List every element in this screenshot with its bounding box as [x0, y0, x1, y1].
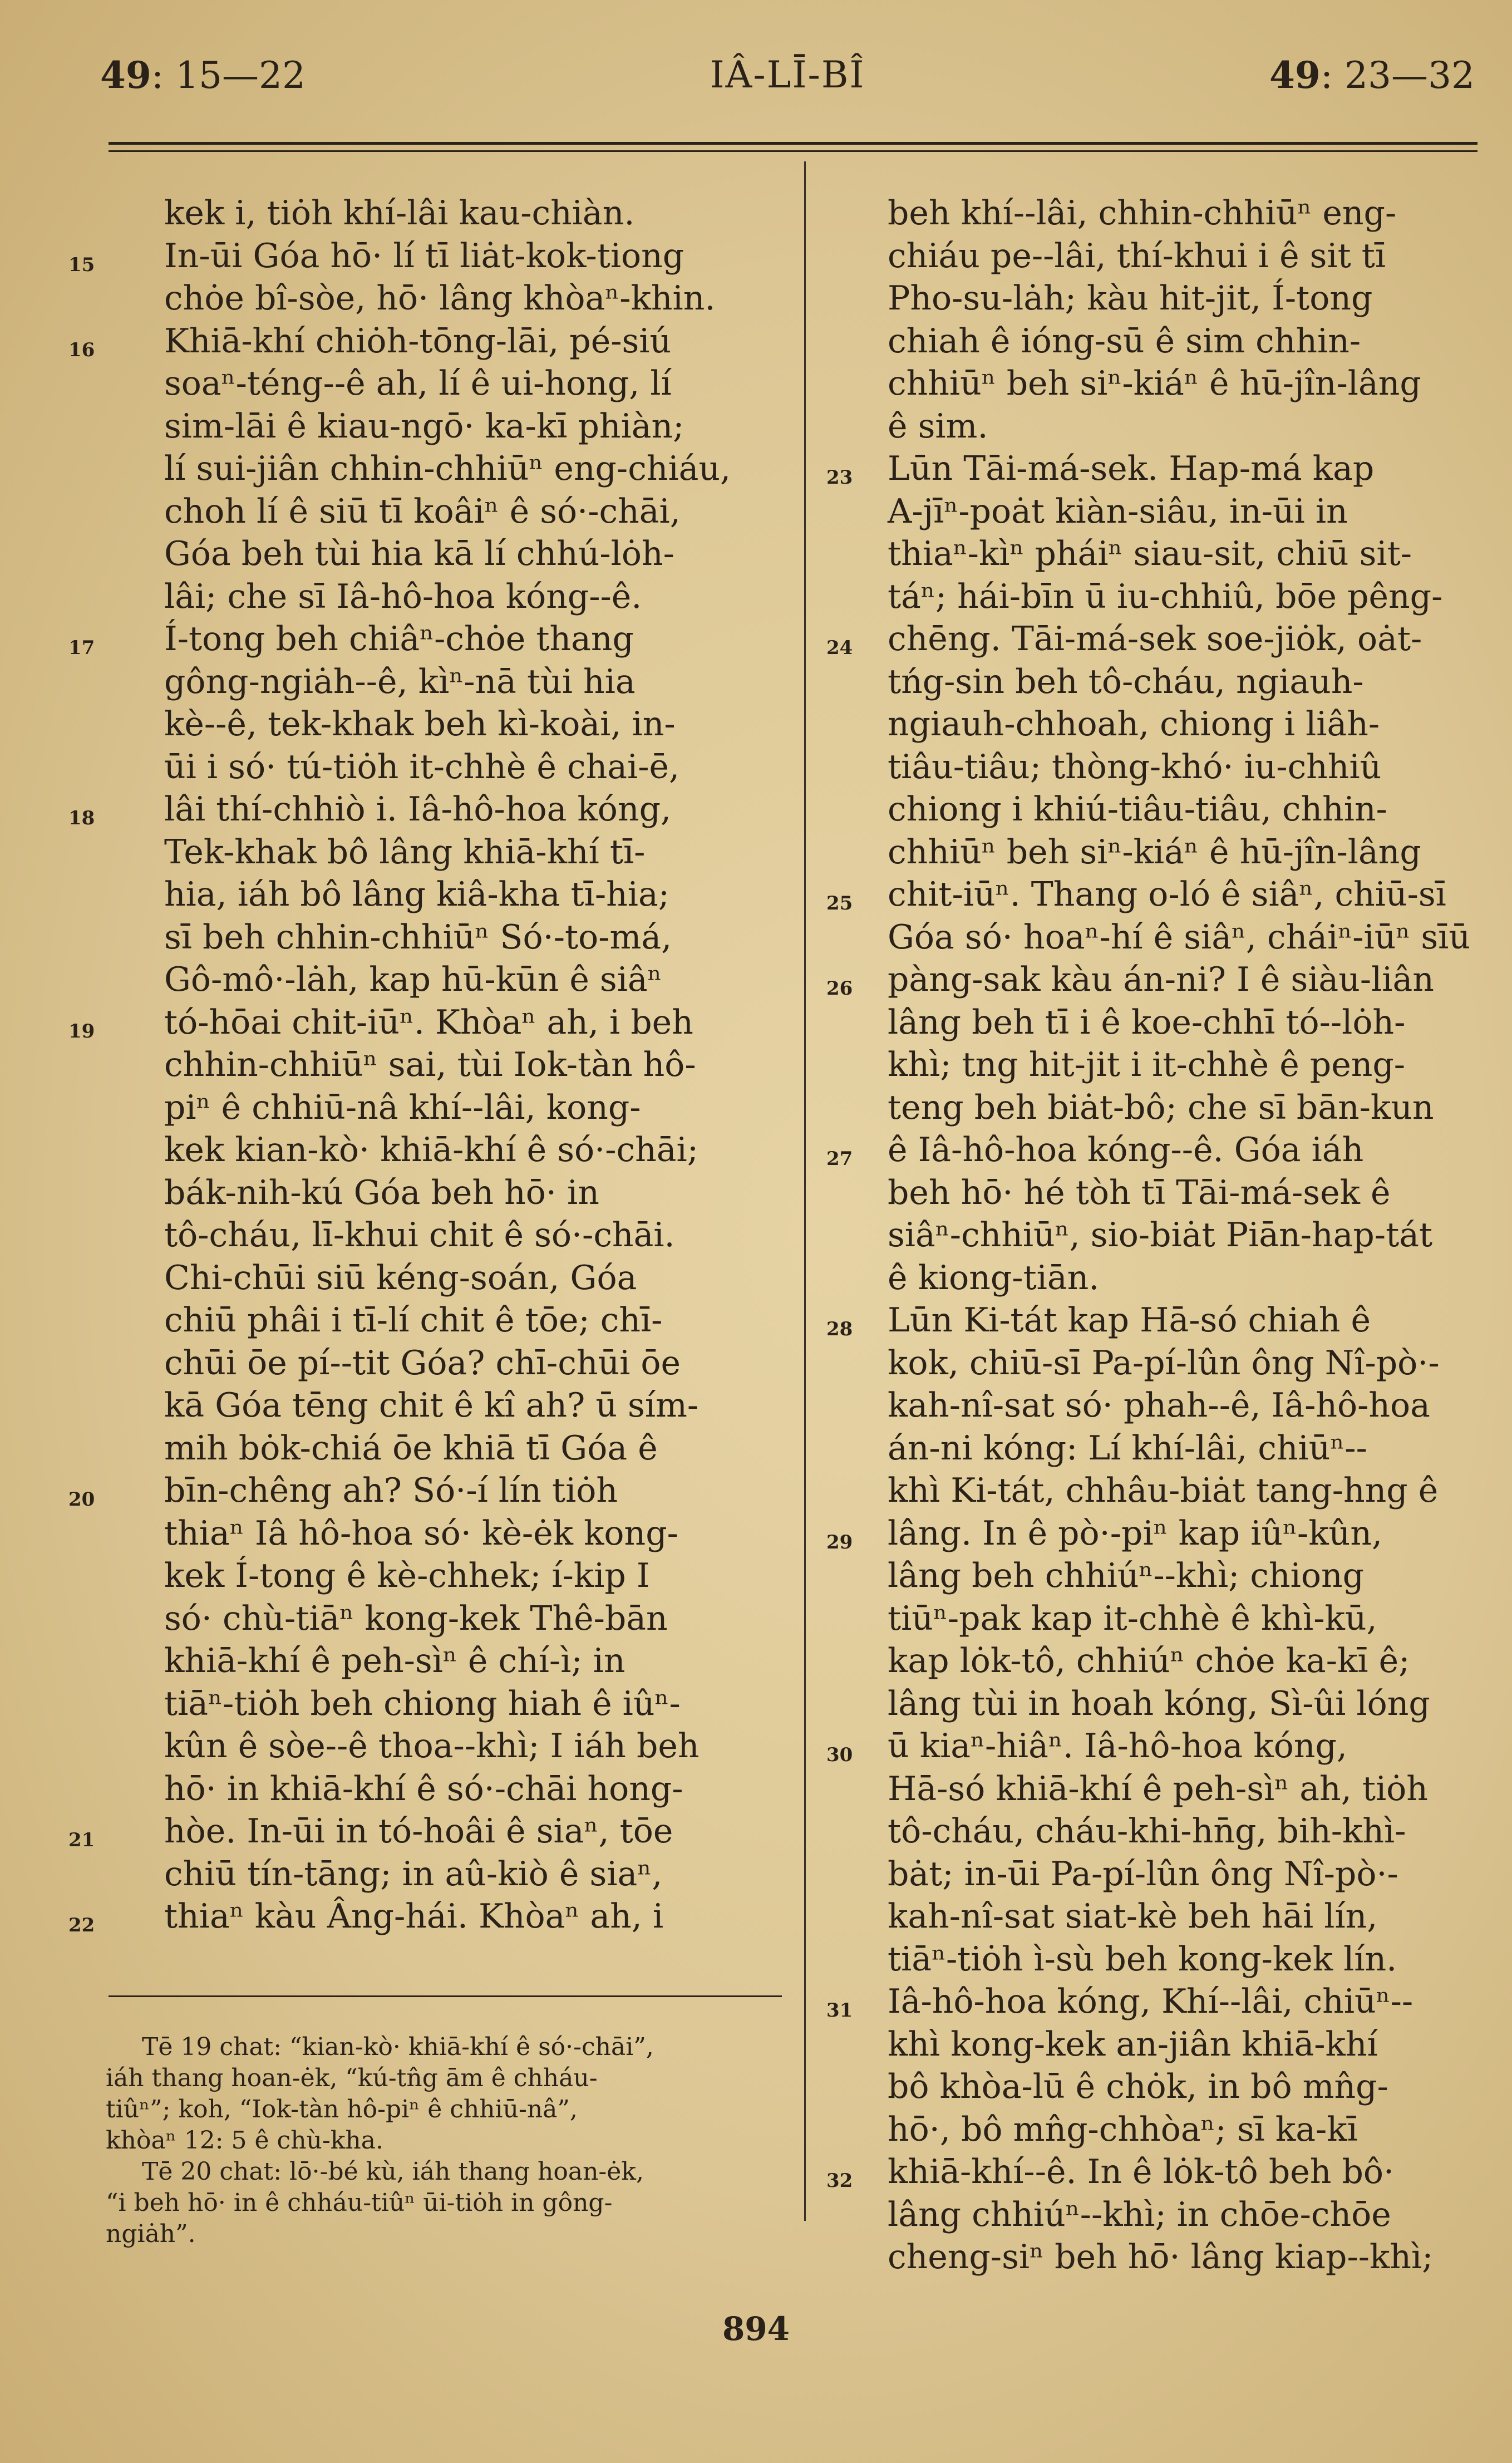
- text-line: [888, 1172, 1486, 1215]
- line-text: khì kong-kek an-jiân khiā-khí: [888, 2024, 1378, 2064]
- verse-number: 21: [68, 1829, 95, 1851]
- line-text: tiāⁿ-tiȯh ì-sù beh kong-kek lín.: [888, 1939, 1397, 1979]
- text-line: [164, 958, 785, 1001]
- text-line: [826, 873, 1486, 916]
- text-line: [888, 2108, 1486, 2151]
- left-column: [68, 192, 785, 1938]
- line-text: kah-nî-sat siat-kè beh hāi lín,: [888, 1897, 1378, 1936]
- text-line: [888, 1810, 1486, 1853]
- line-text: thiaⁿ-kìⁿ pháiⁿ siau-sit, chiū sit-: [888, 534, 1412, 573]
- line-text: Chi-chūi siū kéng-soán, Góa: [164, 1258, 637, 1297]
- text-line: [68, 788, 785, 831]
- line-text: choh lí ê siū tī koâiⁿ ê só·-chāi,: [164, 491, 681, 531]
- text-line: [888, 320, 1486, 363]
- line-text: lâng beh tī i ê koe-chhī tó--lȯh-: [888, 1002, 1406, 1042]
- line-text: Í-tong beh chiâⁿ-chȯe thang: [164, 620, 634, 658]
- text-line: [826, 1725, 1486, 1768]
- text-line: [888, 1001, 1486, 1044]
- line-text: chiū tín-tāng; in aû-kiò ê siaⁿ,: [164, 1854, 663, 1894]
- column-divider: [804, 161, 806, 2221]
- text-line: [164, 1683, 785, 1725]
- line-text: chiū phâi i tī-lí chit ê tōe; chī-: [164, 1301, 663, 1340]
- line-text: hòe. In-ūi in tó-hoâi ê siaⁿ, tōe: [164, 1812, 673, 1851]
- text-line: [888, 1555, 1486, 1597]
- verse-number: 29: [826, 1531, 853, 1553]
- text-line: [826, 1129, 1486, 1172]
- text-line: [164, 873, 785, 916]
- right-column: [826, 192, 1486, 2279]
- line-text: piⁿ ê chhiū-nâ khí--lâi, kong-: [164, 1088, 641, 1127]
- text-line: [164, 1512, 785, 1555]
- header-left-verses: : 15—22: [151, 54, 306, 97]
- text-line: [164, 192, 785, 235]
- text-line: [826, 448, 1486, 490]
- line-text: lâng. In ê pò·-piⁿ kap iûⁿ-kûn,: [888, 1513, 1383, 1553]
- line-text: chȯe bî-sòe, hō· lâng khòaⁿ-khin.: [164, 279, 716, 318]
- text-line: [164, 1555, 785, 1597]
- text-line: [888, 362, 1486, 405]
- line-text: chhiūⁿ beh siⁿ-kiáⁿ ê hū-jîn-lâng: [888, 832, 1421, 872]
- text-line: [164, 277, 785, 320]
- text-line: [68, 1469, 785, 1512]
- text-line: [68, 1895, 785, 1938]
- line-text: tó-hōai chit-iūⁿ. Khòaⁿ ah, i beh: [164, 1002, 693, 1042]
- line-text: ngiauh-chhoah, chiong i liâh-: [888, 705, 1380, 744]
- text-line: [164, 1129, 785, 1172]
- line-text: lâi; che sī Iâ-hô-hoa kóng--ê.: [164, 577, 642, 616]
- line-text: chhiūⁿ beh siⁿ-kiáⁿ ê hū-jîn-lâng: [888, 364, 1421, 403]
- line-text: A-jīⁿ-poȧt kiàn-siâu, in-ūi in: [888, 491, 1348, 531]
- text-line: [888, 1597, 1486, 1640]
- verse-number: 17: [68, 637, 95, 659]
- line-text: kè--ê, tek-khak beh kì-koài, in-: [164, 705, 676, 744]
- text-line: [888, 235, 1486, 278]
- footnote-line: tiûⁿ”; koh, “Iok-tàn hô-piⁿ ê chhiū-nâ”,: [106, 2095, 578, 2123]
- line-text: lâi thí-chhiò i. Iâ-hô-hoa kóng,: [164, 790, 672, 829]
- text-line: [164, 916, 785, 959]
- line-text: khiā-khí--ê. In ê lȯk-tô beh bô·: [888, 2152, 1395, 2191]
- line-text: Pho-su-lȧh; kàu hit-jit, Í-tong: [888, 279, 1373, 318]
- line-text: kā Góa tēng chit ê kî ah? ū sím-: [164, 1386, 699, 1425]
- footnote-line: iáh thang hoan-ėk, “kú-tn̂g ām ê chháu-: [106, 2064, 598, 2092]
- text-line: [888, 661, 1486, 704]
- line-text: ū kiaⁿ-hiâⁿ. Iâ-hô-hoa kóng,: [888, 1727, 1347, 1766]
- footnote-line: “i beh hō· in ê chháu-tiûⁿ ūi-tiȯh in gông-: [106, 2189, 613, 2217]
- text-line: [164, 490, 785, 533]
- footnote-line: ngiȧh”.: [106, 2220, 196, 2248]
- header-title: IÂ-LĪ-BÎ: [710, 53, 865, 96]
- verse-number: 22: [68, 1914, 95, 1936]
- line-text: hō·, bô mn̂g-chhòaⁿ; sī ka-kī: [888, 2110, 1358, 2149]
- text-line: [888, 1342, 1486, 1385]
- text-line: [888, 2066, 1486, 2108]
- line-text: khì; tng hit-jit i it-chhè ê peng-: [888, 1045, 1406, 1084]
- text-line: [888, 2194, 1486, 2236]
- line-text: chiah ê ióng-sū ê sim chhin-: [888, 321, 1361, 361]
- line-text: kek i, tiȯh khí-lâi kau-chiàn.: [164, 194, 635, 233]
- line-text: chūi ōe pí--tit Góa? chī-chūi ōe: [164, 1343, 681, 1383]
- line-text: beh hō· hé tòh tī Tāi-má-sek ê: [888, 1173, 1391, 1212]
- text-line: [888, 1640, 1486, 1683]
- line-text: táⁿ; hái-bīn ū iu-chhiû, bōe pêng-: [888, 577, 1443, 616]
- text-line: [68, 1810, 785, 1853]
- text-line: [888, 277, 1486, 320]
- line-text: lâng tùi in hoah kóng, Sì-ûi lóng: [888, 1684, 1430, 1723]
- text-line: [888, 1853, 1486, 1896]
- line-text: kûn ê sòe--ê thoa--khì; I iáh beh: [164, 1727, 700, 1766]
- text-line: [164, 1044, 785, 1087]
- line-text: Góa beh tùi hia kā lí chhú-lȯh-: [164, 534, 674, 573]
- text-line: [164, 1853, 785, 1896]
- text-line: [826, 1299, 1486, 1342]
- line-text: ê kiong-tiān.: [888, 1258, 1100, 1297]
- line-text: chiáu pe--lâi, thí-khui i ê sit tī: [888, 236, 1386, 276]
- text-line: [164, 362, 785, 405]
- line-text: Lūn Ki-tát kap Hā-só chiah ê: [888, 1301, 1371, 1340]
- verse-number: 25: [826, 892, 853, 915]
- line-text: Gô-mô·-lȧh, kap hū-kūn ê siâⁿ: [164, 960, 662, 999]
- text-line: [164, 448, 785, 490]
- text-line: [164, 1172, 785, 1215]
- line-text: Khiā-khí chiȯh-tōng-lāi, pé-siú: [164, 321, 672, 361]
- text-line: [68, 320, 785, 363]
- text-line: [826, 958, 1486, 1001]
- verse-number: 31: [826, 1999, 853, 2022]
- line-text: kah-nî-sat só· phah--ê, Iâ-hô-hoa: [888, 1386, 1430, 1425]
- text-line: [888, 1087, 1486, 1129]
- text-line: [164, 1299, 785, 1342]
- line-text: tiūⁿ-pak kap it-chhè ê khì-kū,: [888, 1599, 1377, 1638]
- line-text: kap lȯk-tô, chhiúⁿ chȯe ka-kī ê;: [888, 1641, 1410, 1680]
- verse-number: 24: [826, 637, 853, 659]
- verse-number: 18: [68, 807, 95, 829]
- line-text: lâng chhiúⁿ--khì; in chōe-chōe: [888, 2195, 1391, 2234]
- text-line: [888, 1938, 1486, 1981]
- text-line: [888, 1469, 1486, 1512]
- page-number: 894: [722, 2310, 790, 2348]
- text-line: [888, 1214, 1486, 1257]
- text-line: [888, 1768, 1486, 1811]
- line-text: gông-ngiȧh--ê, kìⁿ-nā tùi hia: [164, 662, 636, 701]
- text-line: [164, 533, 785, 576]
- text-line: [826, 1512, 1486, 1555]
- line-text: lí sui-jiân chhin-chhiūⁿ eng-chiáu,: [164, 449, 731, 488]
- line-text: Tek-khak bô lâng khiā-khí tī-: [164, 832, 646, 872]
- verse-number: 19: [68, 1020, 95, 1043]
- line-text: teng beh biȧt-bô; che sī bān-kun: [888, 1088, 1434, 1127]
- line-text: bô khòa-lū ê chȯk, in bô mn̂g-: [888, 2067, 1388, 2106]
- text-line: [888, 1895, 1486, 1938]
- header-left-chapter: 49: [100, 53, 151, 97]
- text-line: [164, 576, 785, 618]
- line-text: Lūn Tāi-má-sek. Hap-má kap: [888, 449, 1375, 488]
- text-line: [888, 1683, 1486, 1725]
- text-line: [164, 1342, 785, 1385]
- line-text: kok, chiū-sī Pa-pí-lûn ông Nî-pò·-: [888, 1343, 1440, 1383]
- text-line: [888, 1044, 1486, 1087]
- text-line: [888, 576, 1486, 618]
- line-text: bȧt; in-ūi Pa-pí-lûn ông Nî-pò·-: [888, 1854, 1398, 1894]
- text-line: [888, 490, 1486, 533]
- verse-number: 27: [826, 1148, 853, 1170]
- text-line: [164, 1214, 785, 1257]
- text-line: [164, 1640, 785, 1683]
- text-line: [68, 618, 785, 661]
- text-line: [888, 1384, 1486, 1427]
- footnote-line: Tē 19 chat: “kian-kò· khiā-khí ê só·-chāi”,: [142, 2033, 654, 2061]
- text-line: [164, 1597, 785, 1640]
- header-rule-thick: [109, 142, 1477, 145]
- line-text: só· chù-tiāⁿ kong-kek Thê-bān: [164, 1599, 668, 1638]
- line-text: ê Iâ-hô-hoa kóng--ê. Góa iáh: [888, 1130, 1364, 1169]
- text-line: [888, 703, 1486, 746]
- line-text: mih bȯk-chiá ōe khiā tī Góa ê: [164, 1428, 658, 1468]
- line-text: tiâu-tiâu; thòng-khó· iu-chhiû: [888, 747, 1382, 786]
- footnotes: [106, 2032, 785, 2250]
- verse-number: 32: [826, 2170, 853, 2192]
- line-text: chiong i khiú-tiâu-tiâu, chhin-: [888, 790, 1387, 829]
- text-line: [826, 618, 1486, 661]
- text-line: [826, 1980, 1486, 2023]
- header-right-reference: [1269, 45, 1475, 106]
- line-text: bák-nih-kú Góa beh hō· in: [164, 1173, 599, 1212]
- text-line: [164, 1384, 785, 1427]
- text-line: [164, 1768, 785, 1811]
- verse-number: 26: [826, 977, 853, 1000]
- verse-number: 30: [826, 1744, 853, 1766]
- header-rule-thin: [109, 150, 1477, 152]
- line-text: chhin-chhiūⁿ sai, tùi Iok-tàn hô-: [164, 1045, 696, 1084]
- verse-number: 28: [826, 1318, 853, 1340]
- text-line: [164, 661, 785, 704]
- verse-number: 23: [826, 466, 853, 489]
- text-line: [164, 831, 785, 874]
- footnote-line: Tē 20 chat: lō·-bé kù, iáh thang hoan-ėk,: [142, 2157, 644, 2186]
- line-text: soaⁿ-téng--ê ah, lí ê ui-hong, lí: [164, 364, 672, 403]
- line-text: kek Í-tong ê kè-chhek; í-kip I: [164, 1556, 650, 1595]
- line-text: tô-cháu, lī-khui chit ê só·-chāi.: [164, 1216, 675, 1255]
- text-line: [164, 1725, 785, 1768]
- text-line: [888, 788, 1486, 831]
- verse-number: 16: [68, 338, 95, 361]
- line-text: án-ni kóng: Lí khí-lâi, chiūⁿ--: [888, 1428, 1367, 1468]
- text-line: [164, 1257, 785, 1300]
- text-line: [164, 1427, 785, 1470]
- line-text: tńg-sin beh tô-cháu, ngiauh-: [888, 662, 1364, 701]
- text-line: [164, 746, 785, 789]
- text-line: [888, 2023, 1486, 2066]
- line-text: thiaⁿ Iâ hô-hoa só· kè-ėk kong-: [164, 1513, 678, 1553]
- line-text: sī beh chhin-chhiūⁿ Só·-to-má,: [164, 917, 672, 957]
- text-line: [888, 746, 1486, 789]
- text-line: [888, 831, 1486, 874]
- line-text: khì Ki-tát, chhâu-biȧt tang-hng ê: [888, 1471, 1439, 1510]
- line-text: hō· in khiā-khí ê só·-chāi hong-: [164, 1769, 683, 1808]
- text-line: [888, 533, 1486, 576]
- line-text: thiaⁿ kàu Âng-hái. Khòaⁿ ah, i: [164, 1897, 664, 1936]
- line-text: siâⁿ-chhiūⁿ, sio-biȧt Piān-hap-tát: [888, 1216, 1433, 1255]
- line-text: Góa só· hoaⁿ-hí ê siâⁿ, cháiⁿ-iūⁿ sīū: [888, 917, 1470, 957]
- line-text: sim-lāi ê kiau-ngō· ka-kī phiàn;: [164, 406, 684, 446]
- line-text: kek kian-kò· khiā-khí ê só·-chāi;: [164, 1130, 698, 1169]
- text-line: [68, 235, 785, 278]
- line-text: Hā-só khiā-khí ê peh-sìⁿ ah, tiȯh: [888, 1769, 1428, 1808]
- footnote-rule: [109, 1995, 782, 1997]
- footnote-line: khòaⁿ 12: 5 ê chù-kha.: [106, 2126, 383, 2155]
- line-text: cheng-siⁿ beh hō· lâng kiap--khì;: [888, 2238, 1434, 2277]
- text-line: [888, 2236, 1486, 2279]
- line-text: ūi i só· tú-tiȯh it-chhè ê chai-ē,: [164, 747, 680, 786]
- text-line: [164, 703, 785, 746]
- line-text: bīn-chêng ah? Só·-í lín tiȯh: [164, 1471, 618, 1510]
- verse-number: 20: [68, 1488, 95, 1511]
- line-text: lâng beh chhiúⁿ--khì; chiong: [888, 1556, 1365, 1595]
- text-line: [826, 2151, 1486, 2194]
- text-line: [888, 192, 1486, 235]
- line-text: tô-cháu, cháu-khi-hn̄g, bih-khì-: [888, 1812, 1406, 1851]
- line-text: hia, iáh bô lâng kiâ-kha tī-hia;: [164, 875, 669, 914]
- text-line: [888, 916, 1486, 959]
- text-line: [164, 405, 785, 448]
- line-text: khiā-khí ê peh-sìⁿ ê chí-ì; in: [164, 1641, 626, 1680]
- text-line: [888, 405, 1486, 448]
- header-right-chapter: 49: [1269, 53, 1321, 97]
- line-text: Iâ-hô-hoa kóng, Khí--lâi, chiūⁿ--: [888, 1982, 1414, 2021]
- text-line: [888, 1427, 1486, 1470]
- line-text: chit-iūⁿ. Thang o-ló ê siâⁿ, chiū-sī: [888, 875, 1446, 914]
- line-text: beh khí--lâi, chhin-chhiūⁿ eng-: [888, 194, 1397, 233]
- text-line: [68, 1001, 785, 1044]
- text-line: [164, 1087, 785, 1129]
- text-line: [888, 1257, 1486, 1300]
- line-text: In-ūi Góa hō· lí tī liȧt-kok-tiong: [164, 236, 684, 276]
- line-text: pàng-sak kàu án-ni? I ê siàu-liân: [888, 960, 1434, 999]
- running-header: [100, 45, 1475, 106]
- line-text: chēng. Tāi-má-sek soe-jiȯk, oȧt-: [888, 620, 1422, 658]
- verse-number: 15: [68, 253, 95, 276]
- line-text: tiāⁿ-tiȯh beh chiong hiah ê iûⁿ-: [164, 1684, 681, 1723]
- line-text: ê sim.: [888, 406, 988, 446]
- header-right-verses: : 23—32: [1320, 54, 1475, 97]
